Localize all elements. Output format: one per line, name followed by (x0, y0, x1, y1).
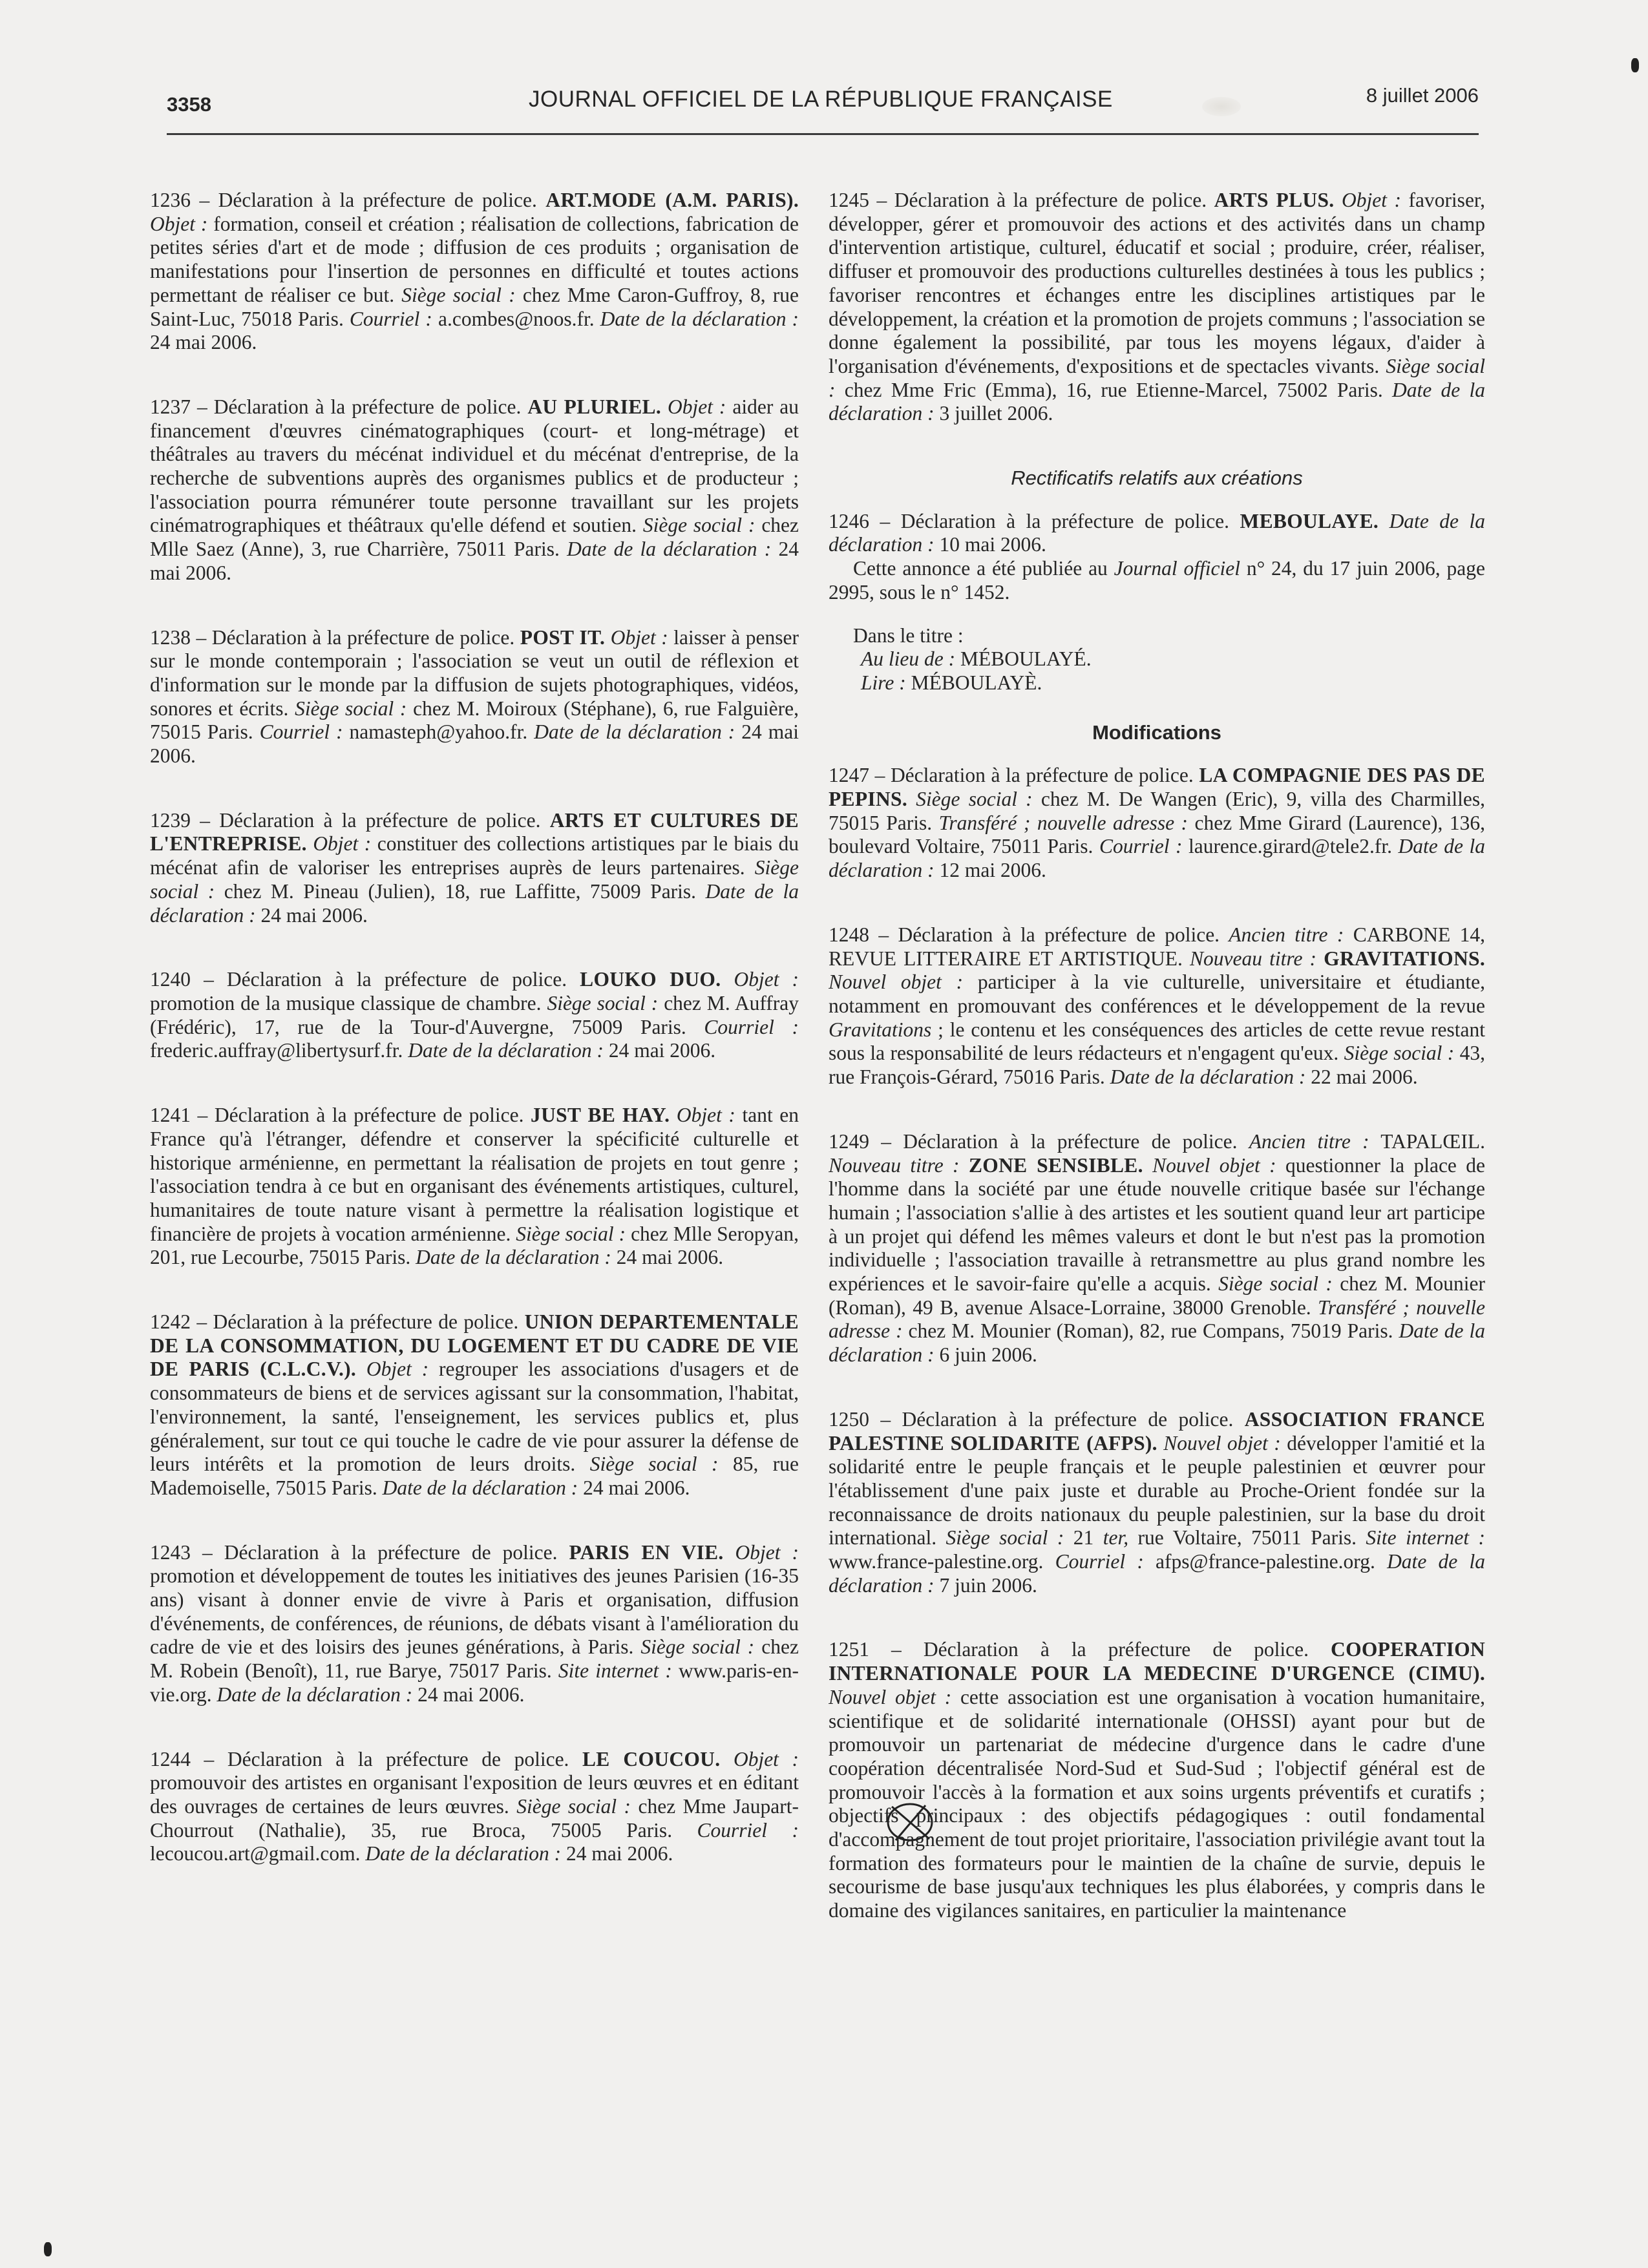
entry-paragraph (829, 1638, 1485, 1922)
field-label: Date de la déclaration : (567, 538, 772, 561)
entry-title: ARTS ET CULTURES DE L'ENTREPRISE. (150, 808, 799, 856)
field-label: Courriel : (704, 1015, 799, 1038)
entry-paragraph (829, 923, 1485, 1089)
field-label: Objet : (150, 212, 208, 235)
entry-text: favoriser, développer, gérer et promouvoir des actions et des activités dans un champ d'intervention artistique, culturel, éducatif et social ; produire, créer, réaliser, diffuser et promouvoir des productions culturelles destinées à tous les publics ; favoriser rencontres et échanges entre les disciplines artistiques par le développement, la création et la promotion de projets communs ; l'association se donne également la possibilité, par tous les moyens légaux, d'aider à l'organisation d'événements, d'expositions et de spectacles vivants. (829, 189, 1485, 377)
field-label: Courriel : (697, 1818, 799, 1842)
entry-intro: Déclaration à la préfecture de police. (902, 1407, 1245, 1431)
section-heading-rectificatifs: Rectificatifs relatifs aux créations (1011, 467, 1303, 490)
entry-title: ART.MODE (A.M. PARIS). (545, 189, 799, 211)
entry-number: 1249 – (829, 1129, 903, 1153)
entry-number: 1241 – (150, 1104, 215, 1127)
entry-text: 6 juin 2006. (934, 1343, 1037, 1367)
entry-1238 (150, 626, 799, 768)
entry-intro: Déclaration à la préfecture de police. (224, 1540, 569, 1564)
field-label: Date de la déclaration : (150, 879, 799, 927)
entry-text: regrouper les associations d'usagers et de consommateurs de biens et de services agissant sur la consommation, l'habitat, l'environnement, la santé, l'enseignement, les services publics et, plus généralement, sur tout ce qui touche le cadre de vie pour assurer la défense de leurs intérêts et la promotion de leurs droits. (150, 1358, 799, 1476)
entry-text (724, 1541, 735, 1564)
entry-text (605, 626, 611, 649)
entry-intro: Déclaration à la préfecture de police. (219, 808, 550, 832)
field-label: Date de la déclaration : (416, 1246, 611, 1269)
entry-list (150, 189, 799, 1866)
field-label: Siège social : (547, 991, 659, 1014)
field-label: Objet : (610, 625, 668, 649)
entry-text: laisser à penser sur le monde contemporain ; l'association se veut un outil de réflexion et d'information sur le monde par la diffusion de sujets photographiques, vidéos, sonores et écrits. (150, 625, 799, 720)
field-label: Site internet : (1366, 1526, 1485, 1549)
entry-text: chez M. Auffray (Frédéric), 17, rue de la Tour-d'Auvergne, 75009 Paris. (150, 991, 799, 1038)
entry-text: 85, rue Mademoiselle, 75015 Paris. (150, 1453, 799, 1499)
entry-title: LE COUCOU. (582, 1747, 721, 1770)
entry-text: namasteph@yahoo.fr. (343, 720, 534, 744)
entry-text: www.france-palestine.org. (829, 1550, 1055, 1573)
section-heading-modifications: Modifications (1092, 720, 1221, 744)
entry-title: ARTS PLUS. (1214, 189, 1335, 211)
entry-text: 24 mai 2006. (578, 1476, 690, 1499)
entry-text (907, 788, 916, 810)
entry-text: a.combes@noos.fr. (432, 307, 600, 330)
entry-1248 (829, 923, 1485, 1089)
entry-1242 (150, 1310, 799, 1500)
field-label: Siège social : (1218, 1272, 1333, 1296)
entry-text: chez Mlle Seropyan, 201, rue Lecourbe, 75015 Paris. (150, 1222, 799, 1269)
field-label: Siège social : (1344, 1042, 1455, 1065)
entry-text: participer à la vie culturelle, universitaire et étudiante, notamment en promouvant des conférences et le développement de la revue (829, 971, 1485, 1017)
field-label: Transféré ; nouvelle adresse : (829, 1296, 1485, 1343)
field-label: Siège social : (295, 697, 407, 720)
field-label: Siège social : (401, 283, 516, 306)
entry-text: 24 mai 2006. (150, 331, 257, 354)
field-label: Siège social : (589, 1453, 719, 1476)
entry-intro: Déclaration à la préfecture de police. (890, 764, 1199, 787)
entry-text: TAPALŒIL. (1369, 1129, 1485, 1153)
field-label: Site internet : (558, 1659, 672, 1683)
entry-1239 (150, 809, 799, 928)
entry-text: 24 mai 2006. (255, 903, 368, 927)
au-lieu-de-value: MÉBOULAYÉ. (955, 647, 1092, 671)
entry-intro: Déclaration à la préfecture de police. (900, 509, 1240, 532)
entry-text: 7 juin 2006. (934, 1573, 1037, 1597)
entry-number: 1237 – (150, 395, 214, 418)
entry-text: développer l'amitié et la solidarité entre le peuple français et le peuple palestinien et œuvrer pour l'établissement d'une paix juste et durable au Proche-Orient fondée sur la reconnaissance de droits nationaux du peuple palestinien, sur la base du droit international. (829, 1431, 1485, 1549)
field-label: Nouvel objet : (829, 1685, 952, 1708)
field-label: Courriel : (349, 307, 432, 330)
entry-paragraph (150, 968, 799, 1063)
field-label: Courriel : (1055, 1550, 1144, 1573)
entry-intro: Déclaration à la préfecture de police. (923, 1638, 1331, 1661)
entry-text: chez M. Moiroux (Stéphane), 6, rue Falguière, 75015 Paris. (150, 697, 799, 744)
field-label: Nouvel objet : (829, 971, 964, 994)
entry-text: 24 mai 2006. (603, 1039, 716, 1062)
field-label: Objet : (313, 832, 372, 856)
field-label: Objet : (366, 1358, 429, 1381)
entry-title: ASSOCIATION FRANCE PALESTINE SOLIDARITE (AFPS). (829, 1407, 1485, 1454)
entry-text: 24 mai 2006. (150, 538, 799, 584)
field-label: Siège social : (640, 1635, 755, 1659)
field-label: Objet : (667, 395, 726, 418)
entry-number: 1242 – (150, 1310, 213, 1334)
entry-text: chez M. Mounier (Roman), 49 B, avenue Alsace-Lorraine, 38000 Grenoble. (829, 1272, 1485, 1319)
entry-paragraph (829, 1408, 1485, 1598)
entry-1249 (829, 1130, 1485, 1367)
entry-text (1316, 947, 1324, 970)
field-label: Objet : (734, 968, 799, 991)
au-lieu-de-line (829, 647, 1485, 671)
entry-1246-body (829, 510, 1485, 557)
scan-speck (44, 2242, 52, 2256)
entry-text: 43, rue François-Gérard, 75016 Paris. (829, 1042, 1485, 1089)
publication-note (829, 557, 1485, 604)
entry-title: LA COMPAGNIE DES PAS DE PEPINS. (829, 764, 1485, 811)
entry-text (307, 832, 313, 855)
field-label: Date de la déclaration : (534, 720, 735, 744)
field-label: Ancien titre : (1249, 1129, 1369, 1153)
entry-paragraph (150, 395, 799, 585)
entry-paragraph (150, 1104, 799, 1270)
entry-text: rue Voltaire, 75011 Paris. (1128, 1526, 1366, 1549)
entry-title: POST IT. (520, 625, 606, 649)
entry-text: 3 juillet 2006. (934, 402, 1053, 425)
field-label: Date de la déclaration : (217, 1683, 413, 1706)
entry-number: 1236 – (150, 189, 218, 211)
entry-text: chez Mme Caron-Guffroy, 8, rue Saint-Luc, 75018 Paris. (150, 283, 799, 330)
entry-number: 1245 – (829, 189, 894, 211)
field-label: Objet : (735, 1540, 799, 1564)
entry-number: 1250 – (829, 1407, 902, 1431)
entry-text (1379, 510, 1389, 532)
entry-paragraph (150, 809, 799, 928)
left-column (150, 189, 799, 2166)
field-label: Date de la déclaration : (600, 307, 799, 330)
field-label: Date de la déclaration : (829, 1319, 1485, 1367)
entry-number: 1243 – (150, 1540, 224, 1564)
entry-text: www.paris-en-vie.org. (150, 1659, 799, 1706)
entry-intro: Déclaration à la préfecture de police. (213, 395, 528, 418)
entry-number: 1240 – (150, 968, 227, 991)
entry-text (1157, 1432, 1163, 1454)
entry-text: chez Mlle Saez (Anne), 3, rue Charrière, 75011 Paris. (150, 514, 799, 561)
field-label: Transféré ; nouvelle adresse : (938, 811, 1188, 834)
entry-number: 1239 – (150, 808, 220, 832)
entry-number: 1238 – (150, 625, 212, 649)
entry-title: PARIS EN VIE. (569, 1540, 724, 1564)
entry-text: laurence.girard@tele2.fr. (1182, 835, 1399, 858)
entry-text: n° 24, du 17 juin 2006, page 2995, sous le n° 1452. (829, 557, 1485, 604)
entry-paragraph (150, 1541, 799, 1707)
entry-title: AU PLURIEL. (527, 395, 661, 418)
entry-1241 (150, 1104, 799, 1270)
entry-text: chez M. De Wangen (Eric), 9, villa des Charmilles, 75015 Paris. (829, 788, 1485, 834)
field-label: Nouvel objet : (1163, 1431, 1281, 1454)
entry-text: 24 mai 2006. (561, 1842, 673, 1865)
entry-intro: Déclaration à la préfecture de police. (214, 1104, 531, 1127)
entry-text: Cette annonce a été publiée au (853, 557, 1114, 580)
entry-text: chez Mme Fric (Emma), 16, rue Etienne-Marcel, 75002 Paris. (835, 378, 1393, 401)
entry-paragraph (150, 1310, 799, 1500)
field-label: Objet : (676, 1104, 735, 1127)
entry-text (960, 1154, 969, 1177)
field-label: Courriel : (259, 720, 343, 744)
entry-text: 24 mai 2006. (412, 1683, 525, 1706)
entry-title: COOPERATION INTERNATIONALE POUR LA MEDECINE D'URGENCE (CIMU). (829, 1638, 1485, 1685)
entry-text: chez M. Mounier (Roman), 82, rue Compans, 75019 Paris. (902, 1319, 1399, 1343)
entry-intro: Déclaration à la préfecture de police. (226, 968, 580, 991)
entry-intro: Déclaration à la préfecture de police. (218, 189, 546, 211)
entry-number: 1251 – (829, 1638, 924, 1661)
entry-text: questionner la place de l'homme dans la société par une étude nouvelle critique basée sur l'échange humain ; l'association s'allie à des artistes et les soutient quand leur art participe à un projet qui défend les mêmes valeurs et dont le but n'est pas la promotion individuelle ; l'association travaille à retransmettre au plus grand nombre les expériences et le savoir-faire qu'elle a acquis. (829, 1153, 1485, 1296)
entry-title: GRAVITATIONS. (1324, 947, 1485, 970)
entry-text: chez M. Pineau (Julien), 18, rue Laffitte, 75009 Paris. (215, 879, 706, 903)
entry-number: 1246 – (829, 509, 901, 532)
entry-text: 24 mai 2006. (611, 1246, 724, 1269)
entry-paragraph (829, 189, 1485, 426)
entry-intro: Déclaration à la préfecture de police. (894, 189, 1214, 211)
entry-text: chez Mme Girard (Laurence), 136, boulevard Voltaire, 75011 Paris. (829, 811, 1485, 858)
issue-date: 8 juillet 2006 (1366, 84, 1479, 107)
entry-text: chez M. Robein (Benoît), 11, rue Barye, 75017 Paris. (150, 1635, 799, 1683)
field-label: Nouvel objet : (1152, 1153, 1276, 1177)
entry-1245 (829, 189, 1485, 426)
entry-intro: Déclaration à la préfecture de police. (898, 923, 1229, 946)
entry-1246 (829, 510, 1485, 695)
entry-number: 1244 – (150, 1747, 227, 1770)
field-label: Date de la déclaration : (829, 835, 1485, 882)
field-label: Date de la déclaration : (829, 1550, 1485, 1597)
entry-text: aider au financement d'œuvres cinématographiques (court- et long-métrage) et théâtrales au travers du mécénat individuel et du mécénat d'entreprise, de la recherche de subventions auprès des organismes publics et de producteur ; l'association pourra rémunérer toute personne travaillant sur les projets cinématrographiques et théâtraux qu'elle défend et soutien. (150, 395, 799, 537)
field-label: Nouveau titre : (829, 1153, 960, 1177)
au-lieu-de-label: Au lieu de : (861, 647, 956, 671)
entry-1244 (150, 1748, 799, 1867)
entry-text: constituer des collections artistiques par le biais du mécénat afin de valoriser les entreprises auprès de leurs partenaires. (150, 832, 799, 879)
entry-text (356, 1358, 366, 1380)
entry-text: ; le contenu et les conséquences des articles de cette revue restant sous la responsabilité de leurs rédacteurs et n'engagent qu'eux. (829, 1018, 1485, 1065)
entry-title: JUST BE HAY. (531, 1104, 670, 1127)
dans-le-titre: Dans le titre : (853, 624, 964, 647)
handwritten-mark-icon (880, 1795, 940, 1847)
entry-text: 12 mai 2006. (934, 859, 1046, 882)
entry-paragraph (150, 626, 799, 768)
field-label: Siège social : (516, 1222, 626, 1245)
entry-text (670, 1104, 677, 1126)
right-column (829, 189, 1485, 2166)
entry-title: UNION DEPARTEMENTALE DE LA CONSOMMATION, DU LOGEMENT ET DU CADRE DE VIE DE PARIS (C.L.C.V.). (150, 1310, 799, 1381)
entry-title: MEBOULAYE. (1240, 509, 1379, 532)
entry-text: promotion de la musique classique de chambre. (150, 991, 547, 1014)
entry-text: chez Mme Jaupart-Chourrout (Nathalie), 35, rue Broca, 75005 Paris. (150, 1794, 799, 1842)
entry-1250 (829, 1408, 1485, 1598)
field-label: Siège social : (829, 354, 1485, 401)
entry-1247 (829, 764, 1485, 883)
entry-text (1143, 1154, 1152, 1177)
entry-paragraph (829, 1130, 1485, 1367)
entry-text: promouvoir des artistes en organisant l'exposition de leurs œuvres et en éditant des ouvrages de certaines de leurs œuvres. (150, 1771, 799, 1818)
entry-1237 (150, 395, 799, 585)
entry-text: 22 mai 2006. (1305, 1066, 1418, 1089)
entry-paragraph (150, 1748, 799, 1867)
entry-text: 21 (1064, 1526, 1103, 1549)
entry-text: 24 mai 2006. (150, 720, 799, 768)
lire-value: MÉBOULAYÈ. (905, 671, 1042, 694)
lire-line (829, 671, 1485, 695)
entry-1251 (829, 1638, 1485, 1922)
field-label: Journal officiel (1114, 557, 1240, 580)
scan-speck (1631, 58, 1639, 72)
field-label: Siège social : (642, 514, 755, 537)
field-label: Siège social : (150, 856, 799, 903)
modification-entry-list (829, 764, 1485, 1923)
entry-text: tant en France qu'à l'étranger, défendre et conserver la spécificité culturelle et historique arménienne, en permettant la réalisation de projets en tout genre ; l'association tendra à ce but en organisant des événements artistiques, culturel, humanitaires de toute nature visant à permettre la réalisation logistique et financière de projets à vocation arménienne. (150, 1104, 799, 1245)
entry-text: afps@france-palestine.org. (1143, 1550, 1388, 1573)
entry-text: formation, conseil et création ; réalisation de collections, fabrication de petites séries d'art et de mode ; diffusion de ces produits ; organisation de manifestations pour l'insertion de personnes en difficulté et toutes actions permettant de réaliser ce but. (150, 212, 799, 306)
entry-1243 (150, 1541, 799, 1707)
page-header (167, 83, 1479, 121)
entry-paragraph (150, 189, 799, 355)
field-label: Date de la déclaration : (408, 1039, 604, 1062)
entry-intro: Déclaration à la préfecture de police. (211, 625, 520, 649)
entry-text (721, 968, 734, 991)
field-label: Objet : (1341, 189, 1401, 211)
entry-paragraph (829, 510, 1485, 557)
entry-number: 1248 – (829, 923, 898, 946)
field-label: ter, (1103, 1526, 1129, 1549)
entry-1236 (150, 189, 799, 355)
field-label: Ancien titre : (1229, 923, 1344, 946)
entry-text (720, 1748, 734, 1770)
entry-text (661, 395, 668, 418)
field-label: Siège social : (516, 1794, 631, 1818)
entry-text: frederic.auffray@libertysurf.fr. (150, 1039, 408, 1062)
field-label: Date de la déclaration : (829, 509, 1485, 556)
entry-intro: Déclaration à la préfecture de police. (227, 1747, 582, 1770)
field-label: Nouveau titre : (1190, 947, 1317, 970)
entry-text: CARBONE 14, REVUE LITTERAIRE ET ARTISTIQUE. (829, 923, 1485, 970)
field-label: Siège social : (916, 788, 1033, 811)
entry-text: lecoucou.art@gmail.com. (150, 1842, 366, 1865)
entry-text: promotion et développement de toutes les initiatives des jeunes Parisien (16-35 ans) visant à donner envie de vivre à Paris et organisation, diffusion d'événements, de conférences, de réunions, de débats visant à l'amélioration du cadre de vie et des loisirs des jeunes générations, à Paris. (150, 1564, 799, 1659)
entry-number: 1247 – (829, 764, 891, 787)
field-label: Objet : (733, 1747, 799, 1770)
page-number: 3358 (167, 93, 211, 116)
field-label: Date de la déclaration : (382, 1476, 578, 1499)
field-label: Date de la déclaration : (365, 1842, 562, 1865)
entry-text: 10 mai 2006. (934, 533, 1046, 556)
entry-intro: Déclaration à la préfecture de police. (903, 1129, 1249, 1153)
entry-intro: Déclaration à la préfecture de police. (213, 1310, 525, 1334)
field-label: Siège social : (945, 1526, 1064, 1549)
field-label: Courriel : (1099, 835, 1183, 858)
entry-paragraph (829, 764, 1485, 883)
entry-title: ZONE SENSIBLE. (968, 1153, 1143, 1177)
journal-title: JOURNAL OFFICIEL DE LA RÉPUBLIQUE FRANÇAISE (529, 87, 1113, 112)
entry-text: cette association est une organisation à vocation humanitaire, scientifique et de solidarité internationale (OHSSI) ayant pour but de promouvoir un partenariat de médecine d'urgence dans le cadre d'une coopération décentralisée Nord-Sud et Sud-Sud ; l'objectif général est de promouvoir l'accès à la formation et aux soins urgents préventifs et curatifs ; objectifs principaux : des objectifs pédagogiques : outil fondamental d'accompagnement de tout projet prioritaire, l'association privilégie avant tout la formation des formateurs pour le maintien de la chaîne de survie, depuis le secourisme de base jusqu'aux techniques les plus élaborées, y compris dans le domaine des vigilances sanitaires, en particulier la maintenance (829, 1685, 1485, 1922)
lire-label: Lire : (861, 671, 906, 694)
field-label: Date de la déclaration : (829, 378, 1485, 425)
header-rule (167, 133, 1479, 135)
entry-text (1334, 189, 1342, 211)
field-label: Gravitations (829, 1018, 932, 1041)
entry-1240 (150, 968, 799, 1063)
field-label: Date de la déclaration : (1110, 1066, 1306, 1089)
entry-title: LOUKO DUO. (580, 968, 721, 991)
